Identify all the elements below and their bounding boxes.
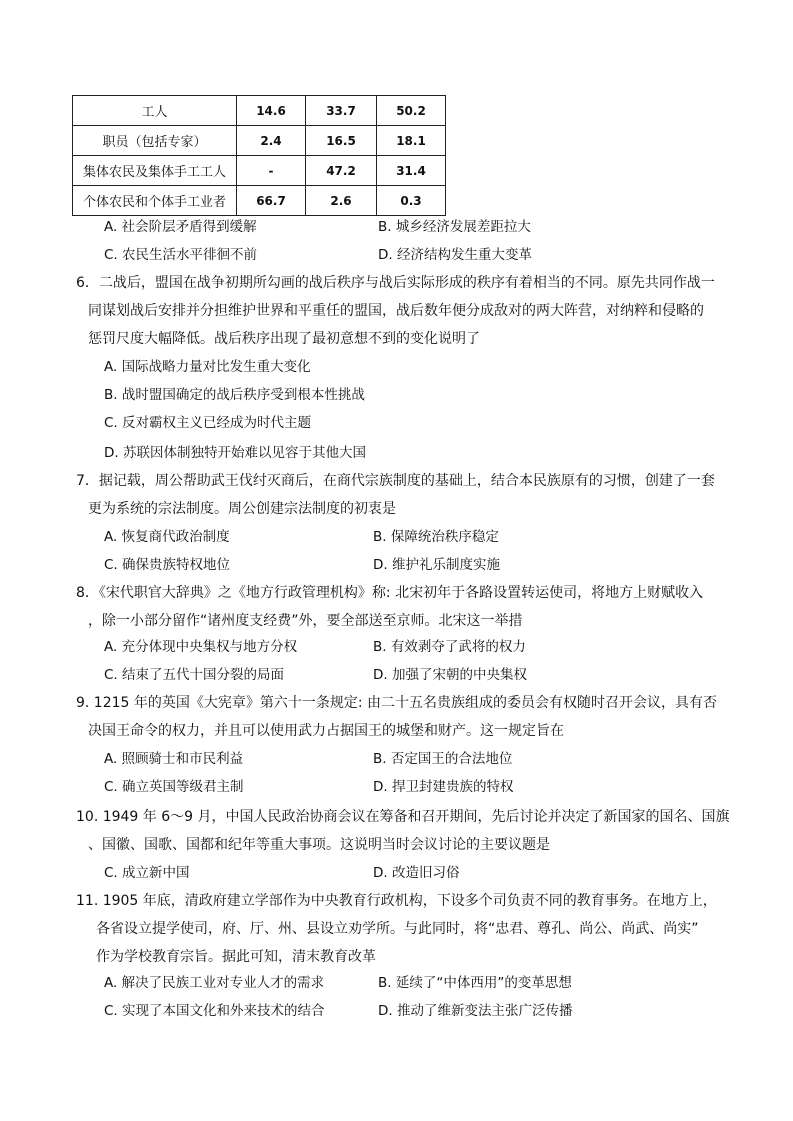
- q8-option-b[interactable]: B. 有效剥夺了武将的权力: [373, 639, 526, 655]
- table-cell: -: [237, 156, 306, 186]
- question-11-stem: 作为学校教育宗旨。据此可知，清末教育改革: [96, 949, 376, 965]
- table-cell: 33.7: [306, 96, 377, 126]
- table-row: [73, 96, 446, 126]
- table-cell: 31.4: [377, 156, 446, 186]
- q9-option-b[interactable]: B. 否定国王的合法地位: [373, 751, 513, 767]
- q5-option-c[interactable]: C. 农民生活水平徘徊不前: [104, 247, 258, 263]
- q11-option-b[interactable]: B. 延续了“中体西用”的变革思想: [378, 975, 572, 991]
- question-7-stem: 7．据记载，周公帮助武王伐纣灭商后，在商代宗族制度的基础上，结合本民族原有的习惯，创建了一套: [76, 473, 715, 489]
- question-6-stem: 6．二战后，盟国在战争初期所勾画的战后秩序与战后实际形成的秩序有着相当的不同。原先共同作战一: [76, 275, 715, 291]
- q10-option-d[interactable]: D. 改造旧习俗: [373, 865, 460, 881]
- q9-option-d[interactable]: D. 捍卫封建贵族的特权: [373, 779, 514, 795]
- occupation-table: [72, 95, 446, 216]
- q11-option-a[interactable]: A. 解决了民族工业对专业人才的需求: [104, 975, 325, 991]
- table-cell: 0.3: [377, 186, 446, 216]
- question-11-stem: 各省设立提学使司，府、厅、州、县设立劝学所。与此同时，将“忠君、尊孔、尚公、尚武、尚实”: [96, 921, 699, 937]
- q6-option-c[interactable]: C. 反对霸权主义已经成为时代主题: [104, 415, 312, 431]
- row-label: 个体农民和个体手工业者: [73, 186, 237, 216]
- question-10-stem: 、国徽、国歌、国都和纪年等重大事项。这说明当时会议讨论的主要议题是: [88, 837, 550, 853]
- q7-option-c[interactable]: C. 确保贵族特权地位: [104, 557, 231, 573]
- table-cell: 18.1: [377, 126, 446, 156]
- q5-option-d[interactable]: D. 经济结构发生重大变革: [378, 247, 532, 263]
- row-label: 职员（包括专家）: [73, 126, 237, 156]
- table-row: [73, 126, 446, 156]
- table-cell: 47.2: [306, 156, 377, 186]
- question-11-stem: 11. 1905 年底，清政府建立学部作为中央教育行政机构，下设多个司负责不同的教育事务。在地方上，: [76, 893, 717, 909]
- table-cell: 16.5: [306, 126, 377, 156]
- question-6-stem: 惩罚尺度大幅降低。战后秩序出现了最初意想不到的变化说明了: [88, 331, 480, 347]
- q11-option-c[interactable]: C. 实现了本国文化和外来技术的结合: [104, 1003, 325, 1019]
- question-8-stem: ，除一小部分留作“诸州度支经费”外，要全部送至京师。北宋这一举措: [88, 613, 523, 629]
- q11-option-d[interactable]: D. 推动了维新变法主张广泛传播: [378, 1003, 573, 1019]
- table-cell: 14.6: [237, 96, 306, 126]
- q7-option-b[interactable]: B. 保障统治秩序稳定: [373, 529, 499, 545]
- row-label: 工人: [73, 96, 237, 126]
- q7-option-d[interactable]: D. 维护礼乐制度实施: [373, 557, 500, 573]
- q5-option-a[interactable]: A. 社会阶层矛盾得到缓解: [104, 219, 257, 235]
- q8-option-d[interactable]: D. 加强了宋朝的中央集权: [373, 667, 527, 683]
- q9-option-a[interactable]: A. 照顾骑士和市民利益: [104, 751, 244, 767]
- table-cell: 2.4: [237, 126, 306, 156]
- q6-option-d[interactable]: D. 苏联因体制独特开始难以见容于其他大国: [104, 445, 366, 461]
- question-9-stem: 9. 1215 年的英国《大宪章》第六十一条规定: 由二十五名贵族组成的委员会有权随时召开会议，具有否: [76, 695, 718, 711]
- row-label: 集体农民及集体手工工人: [73, 156, 237, 186]
- q7-option-a[interactable]: A. 恢复商代政治制度: [104, 529, 230, 545]
- question-10-stem: 10. 1949 年 6～9 月，中国人民政治协商会议在筹备和召开期间，先后讨论并决定了新国家的国名、国旗: [76, 809, 730, 825]
- question-9-stem: 决国王命令的权力，并且可以使用武力占据国王的城堡和财产。这一规定旨在: [88, 723, 564, 739]
- question-8-stem: 8．《宋代职官大辞典》之《地方行政管理机构》称: 北宋初年于各路设置转运使司，将地方上财赋收入: [76, 585, 704, 601]
- table-row: [73, 156, 446, 186]
- q10-option-c[interactable]: C. 成立新中国: [104, 865, 190, 881]
- table-row: [73, 186, 446, 216]
- table-cell: 2.6: [306, 186, 377, 216]
- table-cell: 50.2: [377, 96, 446, 126]
- question-6-stem: 同谋划战后安排并分担维护世界和平重任的盟国，战后数年便分成敌对的两大阵营，对纳粹和侵略的: [88, 303, 704, 319]
- question-7-stem: 更为系统的宗法制度。周公创建宗法制度的初衷是: [88, 501, 396, 517]
- q8-option-a[interactable]: A. 充分体现中央集权与地方分权: [104, 639, 298, 655]
- table-cell: 66.7: [237, 186, 306, 216]
- q5-option-b[interactable]: B. 城乡经济发展差距拉大: [378, 219, 531, 235]
- q6-option-a[interactable]: A. 国际战略力量对比发生重大变化: [104, 359, 311, 375]
- q6-option-b[interactable]: B. 战时盟国确定的战后秩序受到根本性挑战: [104, 387, 365, 403]
- q9-option-c[interactable]: C. 确立英国等级君主制: [104, 779, 244, 795]
- q8-option-c[interactable]: C. 结束了五代十国分裂的局面: [104, 667, 285, 683]
